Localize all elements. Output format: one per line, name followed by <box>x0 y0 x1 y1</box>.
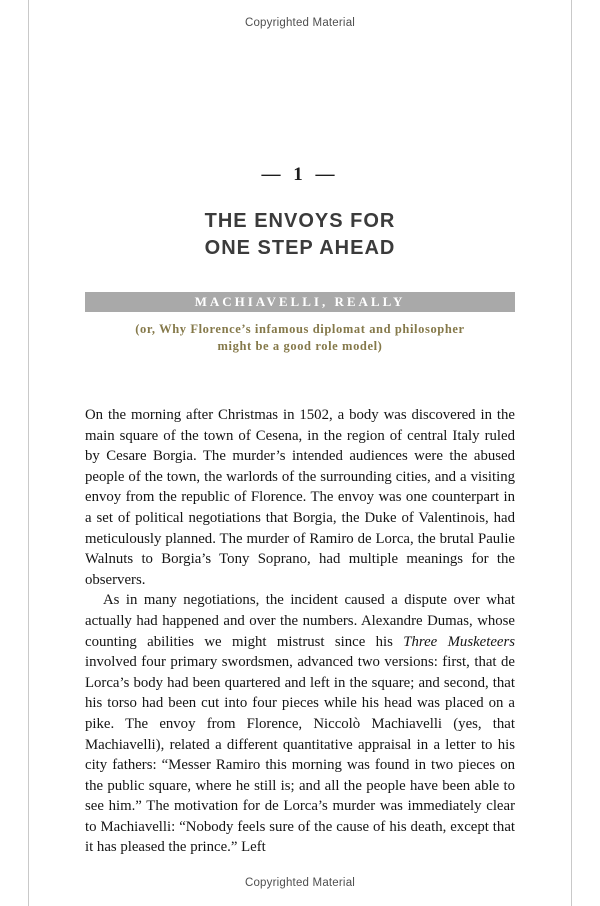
chapter-title <box>0 208 600 262</box>
page-edge-left <box>28 0 29 906</box>
body-run: As in many negotiations, the incident caused a dispute over what actually had happened and over the numbers. Alexandre Dumas, whose counting abilities we might mistrust since his <box>85 592 515 650</box>
copyright-notice-top: Copyrighted Material <box>244 17 356 29</box>
body-run-italic: Three Musketeers <box>403 633 515 650</box>
body-run: On the morning after Christmas in 1502, a body was discovered in the main square of the town of Cesena, in the region of central Italy ruled by Cesare Borgia. The murder’s intended audiences were the abused people of the town, the warlords of the surrounding cities, and a visiting envoy from the republic of Florence. The envoy was one counterpart in a set of political negotiations that Borgia, the Duke of Valentinois, had meticulously planned. The murder of Ramiro de Lorca, the brutal Paulie Walnuts to Borgia’s Tony Soprano, had multiple meanings for the observers. <box>85 407 515 588</box>
chapter-title-line-2: ONE STEP AHEAD <box>204 237 396 259</box>
chapter-subtitle <box>0 321 600 355</box>
chapter-subtitle-line-1: (or, Why Florence’s infamous diplomat and philosopher <box>135 322 465 336</box>
copyright-notice-bottom: Copyrighted Material <box>244 877 356 889</box>
body-run: involved four primary swordsmen, advanced two versions: first, that de Lorca’s body had been quartered and left in the square; and second, that his torso had been cut into four pieces while his head was placed on a pike. The envoy from Florence, Niccolò Machiavelli (yes, that Machiavelli), related a different quantitative appraisal in a letter to his city fathers: “Messer Ramiro this morning was found in two pieces on the public square, where he still is; and all the people have been able to see him.” The motivation for de Lorca’s murder was immediately clear to Machiavelli: “Nobody feels sure of the cause of his death, except that it has pleased the prince.” Left <box>85 654 515 856</box>
paragraph <box>85 590 515 858</box>
chapter-subtitle-line-2: might be a good role model) <box>217 339 383 353</box>
body-text <box>85 405 515 858</box>
chapter-number: — 1 — <box>261 164 339 185</box>
section-banner: MACHIAVELLI, REALLY <box>85 292 515 312</box>
page-edge-right <box>571 0 572 906</box>
paragraph <box>85 405 515 590</box>
chapter-title-line-1: THE ENVOYS FOR <box>204 210 396 232</box>
